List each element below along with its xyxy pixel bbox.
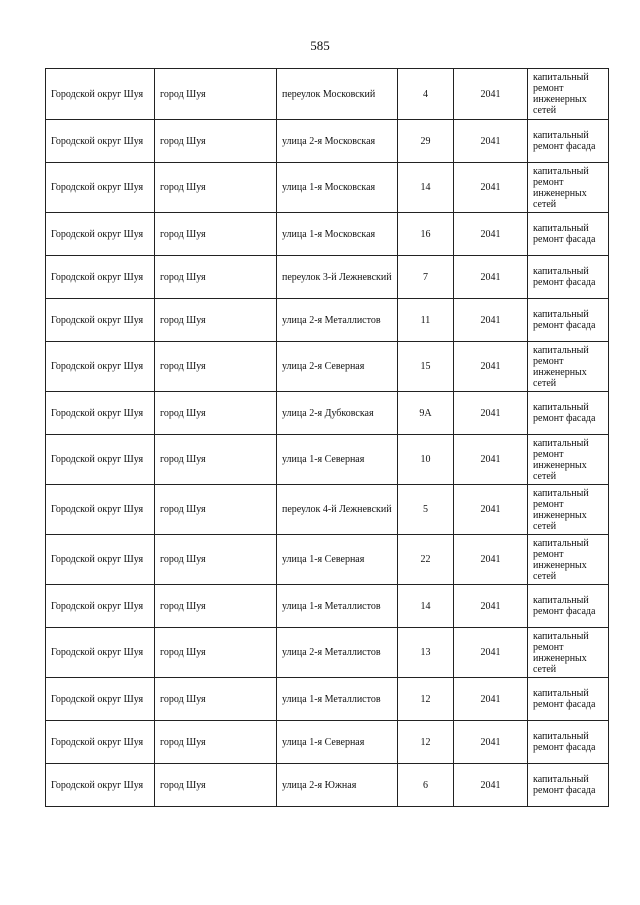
work-type-cell: капитальный ремонт инженерных сетей — [528, 342, 609, 392]
street-cell: улица 1-я Металлистов — [277, 585, 398, 628]
year-cell: 2041 — [454, 535, 528, 585]
table-row — [46, 256, 609, 299]
table-row — [46, 585, 609, 628]
year-cell: 2041 — [454, 69, 528, 120]
street-cell: улица 1-я Северная — [277, 535, 398, 585]
district-cell: Городской округ Шуя — [46, 392, 155, 435]
table-row — [46, 628, 609, 678]
city-cell: город Шуя — [155, 163, 277, 213]
city-cell: город Шуя — [155, 535, 277, 585]
district-cell: Городской округ Шуя — [46, 213, 155, 256]
city-cell: город Шуя — [155, 628, 277, 678]
district-cell: Городской округ Шуя — [46, 678, 155, 721]
district-cell: Городской округ Шуя — [46, 485, 155, 535]
table-row — [46, 721, 609, 764]
work-type-cell: капитальный ремонт фасада — [528, 678, 609, 721]
house-number-cell: 6 — [398, 764, 454, 807]
year-cell: 2041 — [454, 721, 528, 764]
city-cell: город Шуя — [155, 213, 277, 256]
year-cell: 2041 — [454, 628, 528, 678]
table-row — [46, 678, 609, 721]
work-type-cell: капитальный ремонт инженерных сетей — [528, 535, 609, 585]
year-cell: 2041 — [454, 342, 528, 392]
city-cell: город Шуя — [155, 342, 277, 392]
house-number-cell: 15 — [398, 342, 454, 392]
city-cell: город Шуя — [155, 585, 277, 628]
district-cell: Городской округ Шуя — [46, 435, 155, 485]
work-type-cell: капитальный ремонт фасада — [528, 299, 609, 342]
district-cell: Городской округ Шуя — [46, 256, 155, 299]
house-number-cell: 12 — [398, 678, 454, 721]
table-row — [46, 213, 609, 256]
district-cell: Городской округ Шуя — [46, 628, 155, 678]
work-type-cell: капитальный ремонт фасада — [528, 392, 609, 435]
street-cell: переулок 3-й Лежневский — [277, 256, 398, 299]
street-cell: улица 1-я Московская — [277, 163, 398, 213]
work-type-cell: капитальный ремонт фасада — [528, 585, 609, 628]
work-type-cell: капитальный ремонт фасада — [528, 721, 609, 764]
street-cell: переулок 4-й Лежневский — [277, 485, 398, 535]
house-number-cell: 5 — [398, 485, 454, 535]
table-row — [46, 485, 609, 535]
city-cell: город Шуя — [155, 435, 277, 485]
house-number-cell: 14 — [398, 585, 454, 628]
house-number-cell: 7 — [398, 256, 454, 299]
house-number-cell: 29 — [398, 120, 454, 163]
year-cell: 2041 — [454, 213, 528, 256]
city-cell: город Шуя — [155, 392, 277, 435]
street-cell: улица 2-я Северная — [277, 342, 398, 392]
house-number-cell: 9А — [398, 392, 454, 435]
house-number-cell: 12 — [398, 721, 454, 764]
work-type-cell: капитальный ремонт инженерных сетей — [528, 69, 609, 120]
work-type-cell: капитальный ремонт инженерных сетей — [528, 628, 609, 678]
district-cell: Городской округ Шуя — [46, 764, 155, 807]
house-number-cell: 14 — [398, 163, 454, 213]
house-number-cell: 13 — [398, 628, 454, 678]
street-cell: улица 1-я Металлистов — [277, 678, 398, 721]
work-type-cell: капитальный ремонт инженерных сетей — [528, 163, 609, 213]
city-cell: город Шуя — [155, 721, 277, 764]
work-type-cell: капитальный ремонт фасада — [528, 256, 609, 299]
table-body — [46, 69, 609, 807]
year-cell: 2041 — [454, 163, 528, 213]
page-number: 585 — [310, 38, 330, 53]
street-cell: улица 2-я Металлистов — [277, 299, 398, 342]
table-row — [46, 764, 609, 807]
table-row — [46, 392, 609, 435]
table-row — [46, 299, 609, 342]
table-row — [46, 342, 609, 392]
street-cell: улица 2-я Московская — [277, 120, 398, 163]
street-cell: улица 1-я Северная — [277, 435, 398, 485]
year-cell: 2041 — [454, 764, 528, 807]
year-cell: 2041 — [454, 485, 528, 535]
street-cell: переулок Московский — [277, 69, 398, 120]
house-number-cell: 16 — [398, 213, 454, 256]
district-cell: Городской округ Шуя — [46, 721, 155, 764]
street-cell: улица 2-я Дубковская — [277, 392, 398, 435]
city-cell: город Шуя — [155, 299, 277, 342]
city-cell: город Шуя — [155, 764, 277, 807]
house-number-cell: 22 — [398, 535, 454, 585]
city-cell: город Шуя — [155, 69, 277, 120]
table-row — [46, 69, 609, 120]
year-cell: 2041 — [454, 256, 528, 299]
year-cell: 2041 — [454, 585, 528, 628]
year-cell: 2041 — [454, 299, 528, 342]
district-cell: Городской округ Шуя — [46, 585, 155, 628]
year-cell: 2041 — [454, 435, 528, 485]
city-cell: город Шуя — [155, 485, 277, 535]
table-row — [46, 435, 609, 485]
work-type-cell: капитальный ремонт инженерных сетей — [528, 485, 609, 535]
capital-repair-table — [45, 68, 609, 807]
district-cell: Городской округ Шуя — [46, 535, 155, 585]
district-cell: Городской округ Шуя — [46, 120, 155, 163]
city-cell: город Шуя — [155, 256, 277, 299]
street-cell: улица 2-я Металлистов — [277, 628, 398, 678]
year-cell: 2041 — [454, 120, 528, 163]
city-cell: город Шуя — [155, 120, 277, 163]
table-row — [46, 120, 609, 163]
year-cell: 2041 — [454, 678, 528, 721]
house-number-cell: 4 — [398, 69, 454, 120]
district-cell: Городской округ Шуя — [46, 163, 155, 213]
year-cell: 2041 — [454, 392, 528, 435]
street-cell: улица 1-я Северная — [277, 721, 398, 764]
district-cell: Городской округ Шуя — [46, 69, 155, 120]
street-cell: улица 2-я Южная — [277, 764, 398, 807]
work-type-cell: капитальный ремонт фасада — [528, 120, 609, 163]
table-row — [46, 535, 609, 585]
city-cell: город Шуя — [155, 678, 277, 721]
work-type-cell: капитальный ремонт фасада — [528, 213, 609, 256]
house-number-cell: 11 — [398, 299, 454, 342]
house-number-cell: 10 — [398, 435, 454, 485]
work-type-cell: капитальный ремонт инженерных сетей — [528, 435, 609, 485]
district-cell: Городской округ Шуя — [46, 342, 155, 392]
work-type-cell: капитальный ремонт фасада — [528, 764, 609, 807]
street-cell: улица 1-я Московская — [277, 213, 398, 256]
table-row — [46, 163, 609, 213]
district-cell: Городской округ Шуя — [46, 299, 155, 342]
